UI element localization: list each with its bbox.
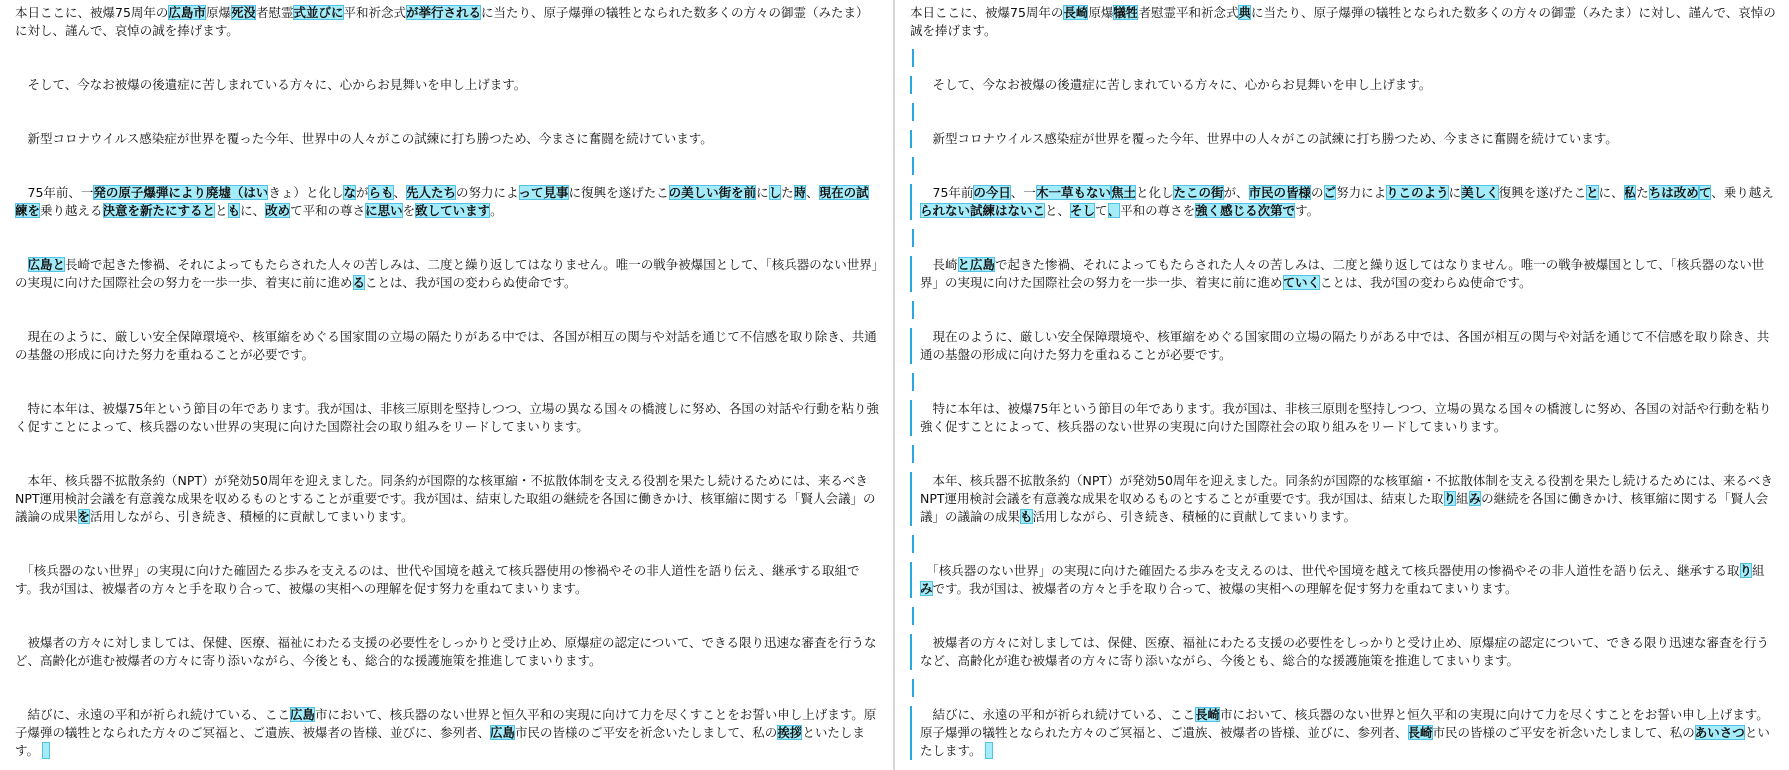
diff-highlight[interactable]: 強く感じる次第で	[1195, 203, 1296, 218]
paragraph[interactable]	[15, 4, 881, 40]
text-segment: きょ）	[268, 185, 306, 200]
diff-highlight[interactable]: たこの街	[1173, 185, 1224, 200]
diff-highlight[interactable]: る	[352, 275, 366, 290]
diff-highlight[interactable]: 美しく	[1461, 185, 1499, 200]
text-segment: た	[1636, 185, 1649, 200]
paragraph-gap	[15, 364, 881, 400]
diff-highlight[interactable]: ちは改め	[1648, 185, 1699, 200]
paragraph-gap	[15, 526, 881, 562]
text-segment: 市において、核兵器のない世界と恒久平和の実現に向けて力を尽くすことをお誓い申し上げます。原子爆弾の犠牲となられた方々のご冥福と、ご遺族、被爆者の皆様、並びに、参列者、	[920, 707, 1769, 740]
paragraph[interactable]	[910, 706, 1777, 760]
text-segment: た	[781, 185, 794, 200]
paragraph[interactable]	[15, 472, 881, 526]
text-segment: 活用しながら、引き続き、積極的に貢献してまいります。	[1032, 509, 1357, 524]
diff-highlight[interactable]: 改め	[265, 203, 291, 218]
text-segment: 原爆	[205, 5, 231, 20]
text-segment: 75年前	[920, 185, 974, 200]
paragraph[interactable]	[910, 76, 1777, 94]
diff-highlight[interactable]: も	[227, 203, 241, 218]
paragraph[interactable]	[15, 562, 881, 598]
paragraph-gap	[910, 292, 1777, 328]
diff-highlight[interactable]: み	[920, 581, 933, 596]
text-segment: を	[402, 203, 416, 218]
paragraph-gap	[15, 670, 881, 706]
diff-highlight[interactable]: 先人たち	[406, 185, 457, 200]
text-segment: て平和の尊さ	[290, 203, 366, 218]
text-segment: で起きた惨禍、それによってもたらされた人々の苦しみは、二度と繰り返してはなりません。唯一の戦争被爆国として、「核兵器のない世界」の実現に向けた国際社会の努力を一歩一歩、着実に前に進め	[920, 257, 1765, 290]
diff-highlight[interactable]: と	[1586, 185, 1599, 200]
text-segment: 、	[806, 185, 819, 200]
diff-highlight[interactable]: 死没	[230, 5, 256, 20]
paragraph-gap	[15, 94, 881, 130]
diff-highlight[interactable]: ご	[1323, 185, 1337, 200]
diff-highlight[interactable]: も	[1020, 509, 1033, 524]
change-marker	[912, 535, 914, 553]
diff-highlight[interactable]: ていく	[1282, 275, 1321, 290]
diff-highlight[interactable]: 広島と	[27, 257, 66, 272]
diff-highlight[interactable]: らも	[368, 185, 394, 200]
text-segment: といたします。	[920, 725, 1770, 758]
diff-highlight[interactable]: の美しい街を前	[668, 185, 757, 200]
paragraph[interactable]	[15, 328, 881, 364]
text-segment: 組	[1752, 563, 1765, 578]
text-segment: に、	[1598, 185, 1624, 200]
paragraph-gap	[910, 148, 1777, 184]
text-segment: そして、今なお被爆の後遺症に苦しまれている方々に、心からお見舞いを申し上げます。	[15, 77, 527, 92]
text-segment: ことは、我が国の変わらぬ使命です。	[1320, 275, 1532, 290]
text-segment: に当たり、原子爆弾の犠牲となられた数多くの方々の御霊（みたま）に対し、謹んで、哀悼の誠を捧げます。	[15, 5, 869, 38]
text-cursor	[43, 743, 49, 758]
text-segment: 、一	[1010, 185, 1036, 200]
diff-highlight[interactable]: 長崎	[1407, 725, 1433, 740]
text-segment: 本年、核兵器不拡散条約（NPT）が発効50周年を迎えました。同条約が国際的な核軍縮・不拡散体制を支える役割を果たし続けるためには、来るべきNPT運用検討会議を有意義な成果を収めるものとすることが重要です。我が国は、結束した取組の継続を各国に働きかけ、核軍縮に関する「賢人会議」の議論の成果	[15, 473, 876, 524]
diff-highlight[interactable]: 式並びに	[293, 5, 344, 20]
paragraph[interactable]	[15, 256, 881, 292]
text-segment: 者慰霊	[255, 5, 294, 20]
text-segment: の努力によ	[456, 185, 519, 200]
text-segment: 新型コロナウイルス感染症が世界を覆った今年、世界中の人々がこの試練に打ち勝つため、今まさに奮闘を続けています。	[920, 131, 1618, 146]
text-segment: に、	[240, 203, 266, 218]
paragraph[interactable]	[910, 400, 1777, 436]
change-marker	[912, 445, 914, 463]
paragraph[interactable]	[910, 256, 1777, 292]
text-segment: 現在のように、厳しい安全保障環境や、核軍縮をめぐる国家間の立場の隔たりがある中では、各国が相互の関与や対話を通じて不信感を取り除き、共通の基盤の形成に向けた努力を重ねることが必要です。	[15, 329, 877, 362]
text-segment: 新型コロナウイルス感染症が世界を覆った今年、世界中の人々がこの試練に打ち勝つため、今まさに奮闘を続けています。	[15, 131, 713, 146]
text-segment: ことは、我が国の変わらぬ使命です。	[365, 275, 577, 290]
diff-highlight[interactable]: って見事	[518, 185, 569, 200]
change-marker	[912, 103, 914, 121]
text-segment: に	[1448, 185, 1462, 200]
text-segment: と、	[1045, 203, 1071, 218]
text-segment: 現在のように、厳しい安全保障環境や、核軍縮をめぐる国家間の立場の隔たりがある中では、各国が相互の関与や対話を通じて不信感を取り除き、共通の基盤の形成に向けた努力を重ねることが必要です。	[920, 329, 1770, 362]
paragraph[interactable]	[15, 400, 881, 436]
paragraph[interactable]	[15, 184, 881, 220]
text-segment: 活用しながら、引き続き、積極的に貢献してまいります。	[90, 509, 414, 524]
text-segment: が、	[1223, 185, 1249, 200]
change-marker	[912, 157, 914, 175]
diff-highlight[interactable]: 広島	[490, 725, 516, 740]
diff-highlight[interactable]: 広島	[290, 707, 316, 722]
paragraph[interactable]	[910, 130, 1777, 148]
change-marker	[912, 373, 914, 391]
paragraph[interactable]	[15, 130, 881, 148]
paragraph[interactable]	[910, 562, 1777, 598]
text-segment: 平和の尊さを	[1120, 203, 1196, 218]
paragraph[interactable]	[910, 184, 1777, 220]
change-marker	[912, 607, 914, 625]
diff-highlight[interactable]: り	[1739, 563, 1753, 578]
diff-highlight[interactable]: が挙行される	[406, 5, 482, 20]
paragraph[interactable]	[910, 472, 1777, 526]
text-segment: に当たり、原子爆弾の犠牲となられた数多くの方々の御霊（みたま）に対し、謹んで、哀悼の誠を捧げます。	[910, 5, 1776, 38]
text-segment: 本日ここに、被爆75周年の	[910, 5, 1064, 20]
text-segment: 「核兵器のない世界」の実現に向けた確固たる歩みを支えるのは、世代や国境を越えて核兵器使用の惨禍やその非人道性を語り伝え、継承する取	[920, 563, 1740, 578]
text-segment: と化し	[1135, 185, 1174, 200]
paragraph-gap	[15, 598, 881, 634]
diff-highlight[interactable]: 焦土	[1110, 185, 1136, 200]
paragraph-gap	[910, 436, 1777, 472]
text-segment: す。	[1295, 203, 1320, 218]
text-segment: と化し	[305, 185, 344, 200]
diff-highlight[interactable]: を	[77, 509, 91, 524]
diff-highlight[interactable]: られない試練はないこ	[920, 203, 1046, 218]
text-segment: 復興を遂げたこ	[1498, 185, 1587, 200]
text-segment: 努力によ	[1336, 185, 1387, 200]
text-segment: 結びに、永遠の平和が祈られ続けている、ここ	[15, 707, 291, 722]
text-segment: 特に本年は、被爆75年という節目の年であります。我が国は、非核三原則を堅持しつつ、立場の異なる国々の橋渡しに努め、各国の対話や行動を粘り強く促すことによって、核兵器のない世界の実現に向けた国際社会の取り組みをリードしてまいります。	[920, 401, 1772, 434]
text-segment: 本日ここに、被爆75周年の	[15, 5, 169, 20]
text-segment: 組	[1456, 491, 1469, 506]
diff-highlight[interactable]: 現在の試練を	[15, 185, 869, 218]
paragraph[interactable]	[15, 634, 881, 670]
text-segment: 長崎で起きた惨禍、それによってもたらされた人々の苦しみは、二度と繰り返してはなりません。唯一の戦争被爆国として、「核兵器のない世界」の実現に向けた国際社会の努力を一歩一歩、着実に前に進め	[15, 257, 879, 290]
text-segment: の継続を各国に働きかけ、核軍縮に関する「賢人会議」の議論の成果	[920, 491, 1769, 524]
text-segment: 市民の皆様のご平安を祈念いたしまして、私の	[1432, 725, 1695, 740]
text-segment: 75年前、一	[15, 185, 94, 200]
diff-highlight[interactable]: そし	[1070, 203, 1096, 218]
paragraph[interactable]	[910, 4, 1777, 40]
paragraph-gap	[15, 220, 881, 256]
change-marker	[912, 229, 914, 247]
paragraph[interactable]	[910, 634, 1777, 670]
text-segment: 者慰霊平和祈念式	[1138, 5, 1239, 20]
diff-highlight[interactable]: て	[1698, 185, 1712, 200]
change-marker	[912, 49, 914, 67]
right-document-pane[interactable]	[895, 0, 1789, 770]
text-segment: に	[756, 185, 769, 200]
change-marker	[912, 679, 914, 697]
text-segment: 平和祈念式	[343, 5, 407, 20]
text-cursor	[986, 743, 992, 758]
change-marker	[912, 301, 914, 319]
paragraph-gap	[15, 148, 881, 184]
diff-highlight[interactable]: 広島市	[168, 5, 206, 20]
left-document-pane[interactable]	[0, 0, 893, 770]
text-segment: そして、今なお被爆の後遺症に苦しまれている方々に、心からお見舞いを申し上げます。	[920, 77, 1432, 92]
right-text-body[interactable]	[910, 4, 1777, 760]
diff-highlight[interactable]: 私	[1623, 185, 1637, 200]
diff-highlight[interactable]: み	[1468, 491, 1482, 506]
paragraph-gap	[910, 220, 1777, 256]
text-segment: 乗り越える	[40, 203, 103, 218]
diff-highlight[interactable]: 犠牲	[1113, 5, 1139, 20]
diff-highlight[interactable]: りこのよう	[1386, 185, 1449, 200]
paragraph-gap	[15, 436, 881, 472]
text-segment: が	[355, 185, 369, 200]
text-segment: 。	[490, 203, 503, 218]
paragraph[interactable]	[15, 706, 881, 760]
text-segment: です。我が国は、被爆者の方々と手を取り合って、被爆の実相への理解を促す努力を重ねてまいります。	[932, 581, 1518, 596]
diff-highlight[interactable]: な	[343, 185, 356, 200]
text-segment: の	[1311, 185, 1324, 200]
text-segment: 特に本年は、被爆75年という節目の年であります。我が国は、非核三原則を堅持しつつ、立場の異なる国々の橋渡しに努め、各国の対話や行動を粘り強く促すことによって、核兵器のない世界の実現に向けた国際社会の取り組みをリードしてまいります。	[15, 401, 879, 434]
diff-highlight[interactable]: に思い	[365, 203, 403, 218]
diff-highlight[interactable]: 長崎	[1195, 707, 1221, 722]
diff-highlight[interactable]: り	[1443, 491, 1457, 506]
text-segment: 、乗り越え	[1711, 185, 1774, 200]
diff-highlight[interactable]: 木一草もない	[1035, 185, 1111, 200]
diff-highlight[interactable]: 、	[1107, 203, 1121, 218]
paragraph[interactable]	[15, 76, 881, 94]
paragraph[interactable]	[910, 328, 1777, 364]
diff-highlight[interactable]: 挨拶	[777, 725, 803, 740]
text-segment: て	[1095, 203, 1108, 218]
text-segment: 市民の皆様のご平安を祈念いたしまして、私の	[515, 725, 778, 740]
text-segment: 原爆	[1088, 5, 1114, 20]
paragraph-gap	[910, 670, 1777, 706]
text-segment	[15, 257, 28, 272]
diff-highlight[interactable]: 決意を新たにすると	[102, 203, 216, 218]
diff-highlight[interactable]: 発の原子爆弾により廃墟（はい	[93, 185, 269, 200]
diff-highlight[interactable]: し	[768, 185, 782, 200]
diff-highlight[interactable]: 長崎	[1063, 5, 1089, 20]
paragraph-gap	[910, 40, 1777, 76]
text-segment: 「核兵器のない世界」の実現に向けた確固たる歩みを支えるのは、世代や国境を越えて核兵器使用の惨禍やその非人道性を語り伝え、継承する取組です。我が国は、被爆者の方々と手を取り合って、被爆の実相への理解を促す努力を重ねてまいります。	[15, 563, 860, 596]
text-segment: 、	[393, 185, 407, 200]
text-segment: に復興を遂げたこ	[568, 185, 669, 200]
text-segment: 本年、核兵器不拡散条約（NPT）が発効50周年を迎えました。同条約が国際的な核軍縮・不拡散体制を支える役割を果たし続けるためには、来るべきNPT運用検討会議を有意義な成果を収めるものとすることが重要です。我が国は、結束した取	[920, 473, 1773, 506]
paragraph-gap	[910, 94, 1777, 130]
diff-highlight[interactable]: 時	[793, 185, 807, 200]
diff-highlight[interactable]: の今日	[973, 185, 1011, 200]
diff-highlight[interactable]: 致しています	[415, 203, 491, 218]
text-segment: 被爆者の方々に対しましては、保健、医療、福祉にわたる支援の必要性をしっかりと受け止め、原爆症の認定について、できる限り迅速な審査を行うなど、高齢化が進む被爆者の方々に寄り添いながら、今後とも、総合的な援護施策を推進してまいります。	[15, 635, 877, 668]
text-segment: 結びに、永遠の平和が祈られ続けている、ここ	[920, 707, 1196, 722]
diff-highlight[interactable]: と広島	[957, 257, 996, 272]
text-segment: といたします。	[15, 725, 865, 758]
paragraph-gap	[15, 292, 881, 328]
left-text-body[interactable]	[15, 4, 881, 760]
paragraph-gap	[910, 364, 1777, 400]
paragraph-gap	[910, 598, 1777, 634]
text-segment: 市において、核兵器のない世界と恒久平和の実現に向けて力を尽くすことをお誓い申し上げます。原子爆弾の犠牲となられた方々のご冥福と、ご遺族、被爆者の皆様、並びに、参列者、	[15, 707, 877, 740]
paragraph-gap	[15, 40, 881, 76]
text-segment: 長崎	[920, 257, 958, 272]
diff-highlight[interactable]: 市民の皆様	[1248, 185, 1312, 200]
text-segment: と	[215, 203, 228, 218]
text-segment: 被爆者の方々に対しましては、保健、医療、福祉にわたる支援の必要性をしっかりと受け止め、原爆症の認定について、できる限り迅速な審査を行うなど、高齢化が進む被爆者の方々に寄り添いながら、今後とも、総合的な援護施策を推進してまいります。	[920, 635, 1770, 668]
diff-highlight[interactable]: 典	[1238, 5, 1251, 20]
diff-highlight[interactable]: あいさつ	[1694, 725, 1745, 740]
paragraph-gap	[910, 526, 1777, 562]
